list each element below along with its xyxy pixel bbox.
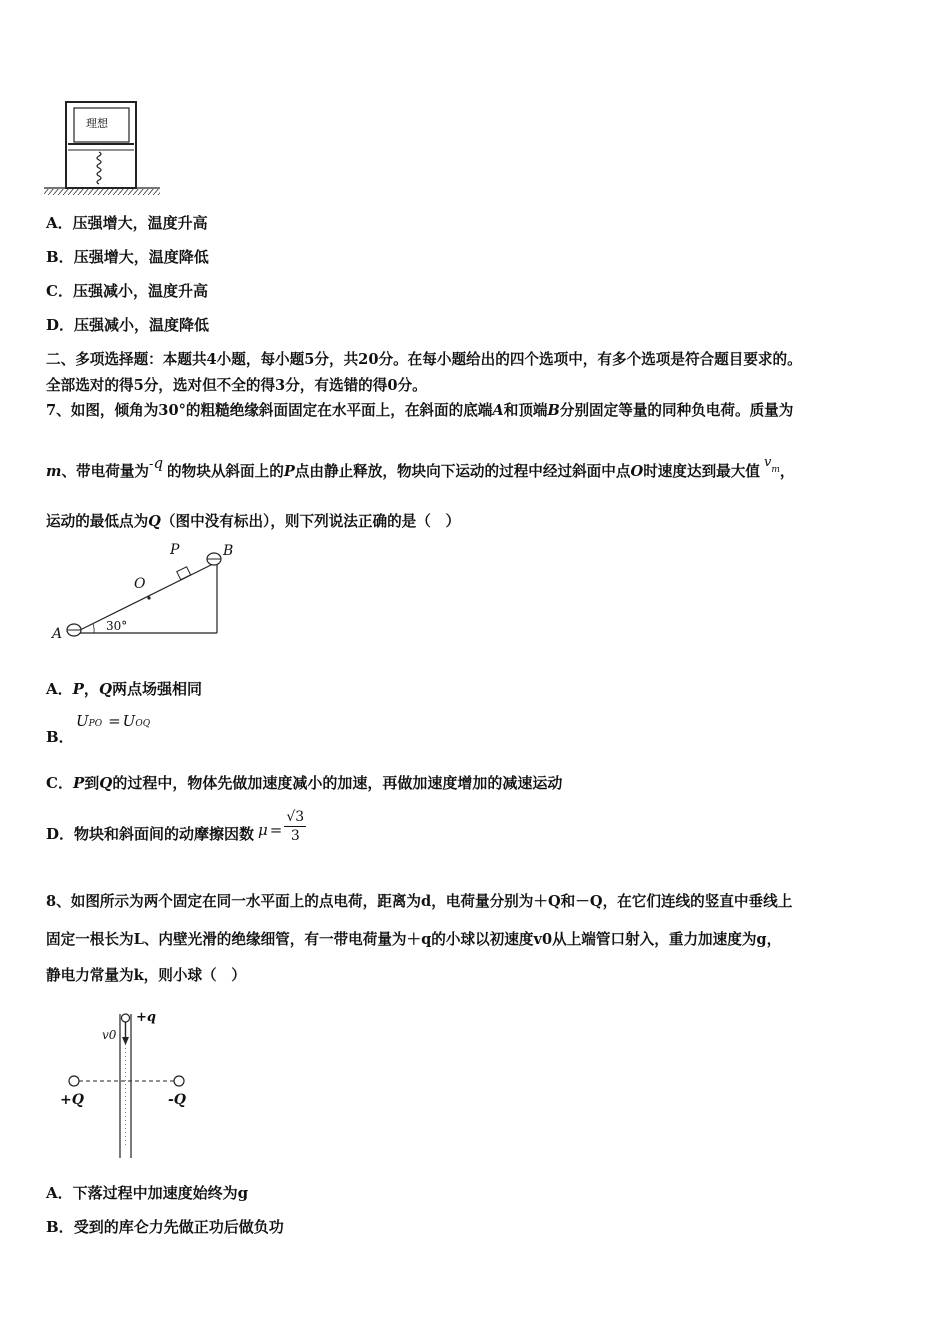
label-plus-big-q: +Q [60,1092,84,1108]
option-text: 压强减小，温度升高 [72,282,208,300]
option-text: 物块和斜面间的动摩擦因数 [74,824,255,843]
q8-line1: 8、如图所示为两个固定在同一水平面上的点电荷，距离为d，电荷量分别为＋Q和－Q，在它们连线的竖直中垂线上 [46,893,793,910]
option-text: 下落过程中加速度始终为g [72,1184,249,1202]
incline-figure [48,542,243,644]
option-text: 两点场强相同 [112,680,203,698]
q6-option-d [46,314,209,335]
gas-container-drawing [44,98,164,196]
q7-line1 [46,399,793,420]
option-letter: A． [46,214,73,232]
option-letter: D． [46,316,75,334]
formula-u: U [122,712,136,730]
formula-u: U [76,712,89,730]
option-text: 到 [84,774,100,792]
label-plus-q: +q [136,1010,156,1025]
formula-subscript: OQ [135,719,151,729]
tube-figure [58,1008,198,1160]
formula-subscript: PO [88,719,103,729]
charge-q: q [153,454,164,472]
gas-container-figure [44,98,164,196]
q6-option-c [46,280,208,301]
tube-drawing [58,1008,198,1160]
v-subscript: m [771,465,780,475]
q7-option-a [46,678,202,699]
gas-label: 理想 [86,117,108,130]
q7-var-a: A [492,402,504,419]
section2-line2: 全部选对的得5分，选对但不全的得3分，有选错的得0分。 [46,377,427,394]
fraction-numerator: √3 [286,809,305,825]
q6-option-b [46,246,209,267]
formula-mu: μ [258,820,268,839]
incline-drawing [48,542,243,644]
label-o: O [134,576,146,592]
q7-var-m: m [46,463,62,480]
label-minus-big-q: -Q [168,1092,187,1108]
fraction-denominator: 3 [290,828,300,844]
charge-sign: - [149,457,154,472]
option-letter: A． [46,1184,73,1202]
q7-var-q: Q [148,513,161,530]
q7-text: 点由静止释放，物块向下运动的过程中经过斜面中点 [294,463,631,480]
q7-option-b-formula [76,712,150,730]
q7-text: ， [779,463,795,480]
option-letter: D． [46,824,75,843]
option-var: Q [99,774,113,792]
label-p: P [170,542,180,558]
option-text: 压强增大，温度降低 [73,248,209,266]
label-angle: 30° [106,619,128,633]
formula-fraction [284,808,306,845]
q7-text: 分别固定等量的同种负电荷。质量为 [559,402,794,419]
q7-option-c [46,772,562,793]
q8-line3: 静电力常量为k，则小球（ ） [46,967,246,984]
q7-text: （图中没有标出），则下列说法正确的是（ ） [160,513,461,530]
option-var: P [72,680,84,698]
q7-var-o: O [630,463,644,480]
formula-eq: = [269,820,283,839]
q7-option-b-letter: B． [46,728,74,746]
option-text: 压强增大，温度升高 [72,214,208,232]
q7-text: 的物块从斜面上的 [167,463,284,480]
q7-var-b: B [547,402,560,419]
q7-option-d [46,808,306,845]
q7-text: 时速度达到最大值 [643,463,760,480]
formula-eq: = [108,712,121,730]
q7-text: 、带电荷量为 [61,463,150,480]
option-text: ， [83,680,99,698]
option-letter: B． [46,1218,74,1236]
q7-text: 和顶端 [503,402,548,419]
option-letter: C． [46,774,73,792]
q7-line2 [46,454,795,481]
option-text: 的过程中，物体先做加速度减小的加速，再做加速度增加的减速运动 [112,774,563,792]
section2-line1: 二、多项选择题：本题共4小题，每小题5分，共20分。在每小题给出的四个选项中，有多个选项是符合题目要求的。 [46,351,802,368]
q6-option-a [46,212,208,233]
q7-var-p: P [283,463,295,480]
option-letter: C． [46,282,73,300]
q7-text: 7、如图，倾角为30°的粗糙绝缘斜面固定在水平面上，在斜面的底端 [46,402,493,419]
q7-line3 [46,510,460,531]
label-a: A [52,626,63,642]
option-var: Q [98,680,113,698]
label-b: B [223,543,234,559]
option-text: 压强减小，温度降低 [74,316,210,334]
option-text: 受到的库仑力先做正功后做负功 [73,1218,284,1236]
v-symbol: v [763,455,772,470]
option-letter: A． [46,680,73,698]
q8-line2: 固定一根长为L、内壁光滑的绝缘细管，有一带电荷量为＋q的小球以初速度v0从上端管口射入，重力加速度为g， [46,931,782,948]
option-letter: B． [46,248,74,266]
label-v0: v0 [102,1028,117,1042]
q8-option-b [46,1216,284,1237]
q7-text: 运动的最低点为 [46,513,149,530]
option-var: P [72,774,85,792]
q8-option-a [46,1182,248,1203]
